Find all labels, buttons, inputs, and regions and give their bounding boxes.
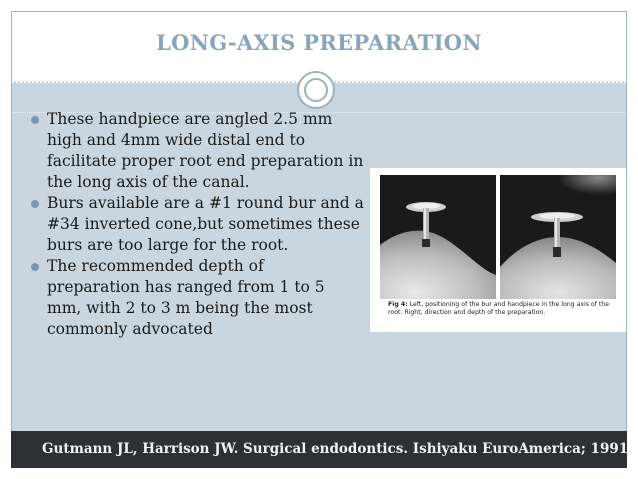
reference-bar: Gutmann JL, Harrison JW. Surgical endodontics. Ishiyaku EuroAmerica; 1991. — [11, 431, 627, 468]
circle-ornament-icon — [297, 71, 335, 109]
bullet-text: Burs available are a #1 round bur and a #34 inverted cone,but sometimes these burs are too large for the root. — [47, 194, 364, 254]
caption-text: Left, positioning of the bur and handpiece in the long axis of the root. Right, direction and depth of the preparation. — [388, 301, 610, 316]
figure — [370, 168, 626, 332]
bullet-text: The recommended depth of preparation has ranged from 1 to 5 mm, with 2 to 3 m being the most commonly advocated — [47, 257, 325, 338]
bullet-dot-icon — [31, 200, 39, 208]
inner-circle-icon — [304, 78, 328, 102]
caption-label: Fig 4: — [388, 301, 408, 308]
photo-left — [380, 175, 496, 299]
bullet-dot-icon — [31, 263, 39, 271]
bullet-item — [22, 109, 369, 193]
slide — [11, 11, 627, 468]
figure-caption — [388, 301, 614, 317]
bullet-text: These handpiece are angled 2.5 mm high and 4mm wide distal end to facilitate proper root end preparation in the long axis of the canal. — [47, 110, 364, 191]
slide-title: LONG-AXIS PREPARATION — [156, 30, 482, 55]
handpiece-photo-left — [380, 175, 496, 299]
bullet-item — [22, 256, 347, 340]
photo-right — [500, 175, 616, 299]
handpiece-photo-right — [500, 175, 616, 299]
bullet-dot-icon — [31, 116, 39, 124]
bullet-list — [22, 109, 362, 340]
bullet-item — [22, 193, 372, 256]
